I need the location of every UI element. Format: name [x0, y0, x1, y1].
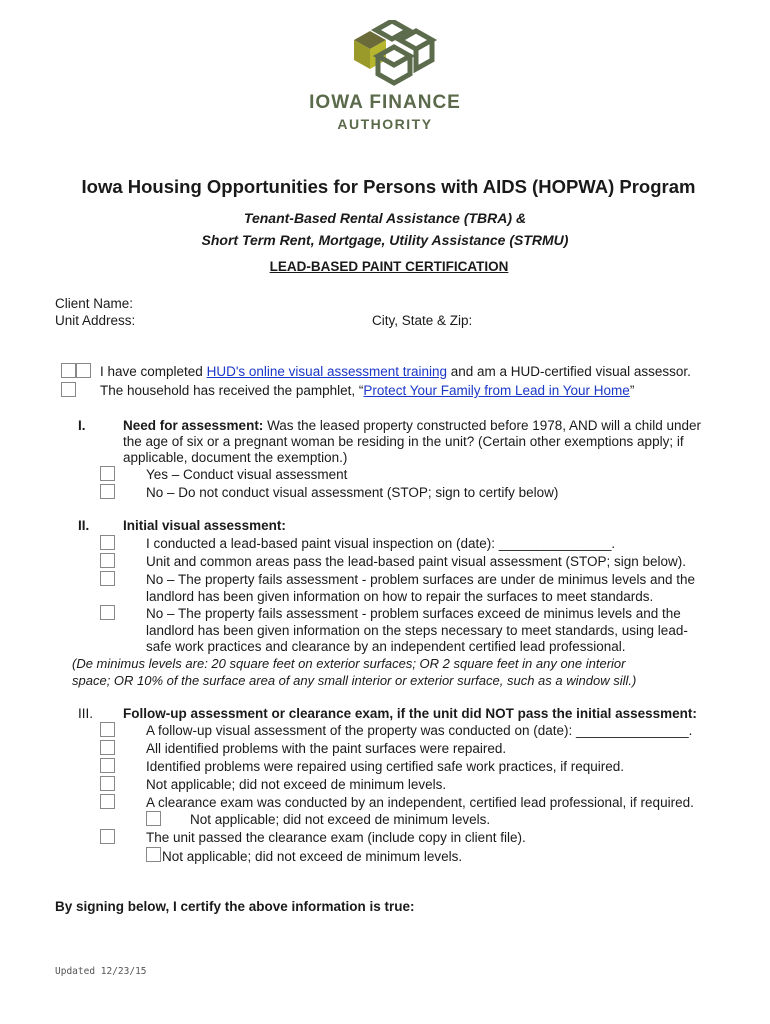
checkbox-hud-training-mark[interactable]: [76, 363, 91, 378]
prelim-item-pamphlet: [100, 383, 634, 398]
option-fails-exceed-l3: safe work practices and clearance by an independent certified lead professional.: [146, 639, 626, 654]
checkbox-pamphlet[interactable]: [61, 382, 76, 397]
section-2-heading: Initial visual assessment:: [123, 518, 286, 533]
option-assess-yes: Yes – Conduct visual assessment: [146, 467, 348, 482]
checkbox-fails-under-deminimus[interactable]: [100, 571, 115, 586]
option-visual-inspection: I conducted a lead-based paint visual inspection on (date): _______________.: [146, 536, 616, 551]
section-1-line-3: applicable, document the exemption.): [123, 450, 348, 465]
deminimus-note-l2: space; OR 10% of the surface area of any small interior or exterior surface, such as a window sill.): [72, 673, 637, 688]
iowa-finance-authority-logo: [348, 20, 440, 88]
unit-address-label: Unit Address:: [55, 313, 136, 328]
checkbox-not-applicable-2[interactable]: [146, 811, 161, 826]
checkbox-problems-repaired[interactable]: [100, 740, 115, 755]
subtitle-tbra: Tenant-Based Rental Assistance (TBRA) &: [243, 210, 527, 226]
option-clearance-exam: A clearance exam was conducted by an independent, certified lead professional, if required.: [146, 795, 694, 810]
option-fails-under-l1: No – The property fails assessment - problem surfaces are under de minimus levels and the: [146, 572, 696, 587]
client-name-label: Client Name:: [55, 296, 134, 311]
checkbox-unit-passes[interactable]: [100, 553, 115, 568]
logo-line-1: IOWA FINANCE: [309, 92, 461, 113]
prelim-item1-text-end: and am a HUD-certified visual assessor.: [447, 364, 691, 379]
section-3-heading: Follow-up assessment or clearance exam, if the unit did NOT pass the initial assessment:: [123, 706, 697, 721]
option-safe-work-practices: Identified problems were repaired using certified safe work practices, if required.: [146, 759, 624, 774]
signature-statement: By signing below, I certify the above information is true:: [55, 899, 415, 914]
option-fails-exceed-l1: No – The property fails assessment - problem surfaces exceed de minimus levels and the: [146, 606, 681, 621]
hud-training-link[interactable]: HUD's online visual assessment training: [206, 364, 448, 379]
option-fails-exceed-l2: landlord has been given information on the steps necessary to meet standards, using lead-: [146, 623, 688, 638]
checkbox-clearance-exam[interactable]: [100, 794, 115, 809]
section-1-number: I.: [78, 418, 86, 433]
option-not-applicable-3: Not applicable; did not exceed de minimum levels.: [162, 849, 463, 864]
checkbox-safe-work-practices[interactable]: [100, 758, 115, 773]
section-1-heading-rest: Was the leased property constructed before 1978, AND will a child under: [263, 418, 702, 433]
prelim-item2-text-end: ”: [629, 383, 635, 398]
checkbox-not-applicable-1[interactable]: [100, 776, 115, 791]
checkbox-assess-yes[interactable]: [100, 466, 115, 481]
option-followup-assessment: A follow-up visual assessment of the property was conducted on (date): _______________.: [146, 723, 693, 738]
option-unit-passes: Unit and common areas pass the lead-based paint visual assessment (STOP; sign below).: [146, 554, 687, 569]
checkbox-visual-inspection[interactable]: [100, 535, 115, 550]
section-1-heading: [123, 418, 701, 433]
checkbox-followup-assessment[interactable]: [100, 722, 115, 737]
option-not-applicable-1: Not applicable; did not exceed de minimum levels.: [146, 777, 447, 792]
checkbox-assess-no[interactable]: [100, 484, 115, 499]
checkbox-hud-training[interactable]: [61, 363, 76, 378]
subtitle-strmu: Short Term Rent, Mortgage, Utility Assistance (STRMU): [201, 232, 569, 248]
pamphlet-link[interactable]: Protect Your Family from Lead in Your Home: [363, 383, 630, 398]
option-not-applicable-2: Not applicable; did not exceed de minimum levels.: [190, 812, 491, 827]
section-3-number: III.: [78, 706, 94, 721]
checkbox-fails-exceed-deminimus[interactable]: [100, 605, 115, 620]
section-1-heading-bold: Need for assessment:: [123, 418, 264, 433]
prelim-item1-text: I have completed: [100, 364, 207, 379]
section-1-line-2: the age of six or a pregnant woman be residing in the unit? (Certain other exemptions apply; if: [123, 434, 684, 449]
prelim-item-hud-training: [100, 364, 691, 379]
deminimus-note-l1: (De minimus levels are: 20 square feet on exterior surfaces; OR 2 square feet in any one interior: [72, 656, 626, 671]
option-passed-clearance: The unit passed the clearance exam (include copy in client file).: [146, 830, 526, 845]
option-problems-repaired: All identified problems with the paint surfaces were repaired.: [146, 741, 507, 756]
document-title: Iowa Housing Opportunities for Persons with AIDS (HOPWA) Program: [81, 176, 696, 197]
logo-line-2: AUTHORITY: [337, 116, 433, 132]
option-fails-under-l2: landlord has been given information on how to repair the surfaces to meet standards.: [146, 589, 654, 604]
certification-title: LEAD-BASED PAINT CERTIFICATION: [269, 259, 509, 274]
prelim-item2-text: The household has received the pamphlet, “: [100, 383, 364, 398]
section-2-number: II.: [78, 518, 90, 533]
option-assess-no: No – Do not conduct visual assessment (STOP; sign to certify below): [146, 485, 559, 500]
checkbox-not-applicable-3[interactable]: [146, 847, 161, 862]
city-state-zip-label: City, State & Zip:: [372, 313, 473, 328]
footer-updated-date: Updated 12/23/15: [55, 966, 147, 977]
checkbox-passed-clearance[interactable]: [100, 829, 115, 844]
